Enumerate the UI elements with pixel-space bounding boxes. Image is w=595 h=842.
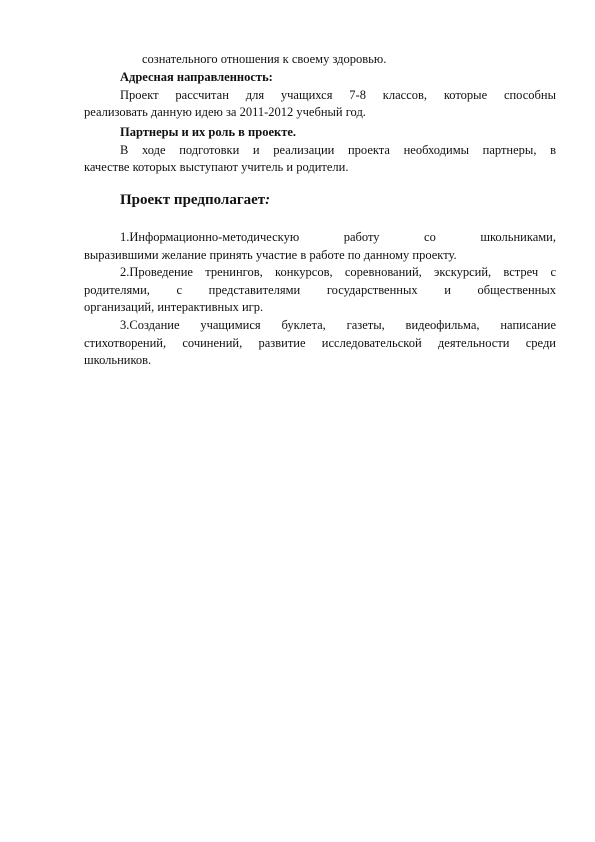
project-heading-text: Проект предполагает [120, 192, 266, 208]
intro-line: сознательного отношения к своему здоровью. [142, 52, 387, 66]
project-item-1-line-2: выразившими желание принять участие в работе по данному проекту. [84, 247, 457, 262]
project-item-2-line-3: организаций, интерактивных игр. [84, 300, 264, 314]
project-item-3-line-3: школьников. [84, 353, 152, 367]
project-heading [120, 192, 270, 209]
address-text-line-1: Проект рассчитан для учащихся 7-8 классов, которые способны [120, 87, 556, 102]
project-item-1 [84, 229, 556, 264]
project-item-1-line-1: 1.Информационно-методическую работу со школьниками, [120, 230, 556, 244]
partners-heading: Партнеры и их роль в проекте. [120, 125, 297, 139]
partners-text-line-2: качестве которых выступают учитель и родители. [84, 160, 349, 174]
project-heading-colon: : [265, 192, 271, 208]
project-item-3 [84, 317, 556, 370]
project-item-2-line-2: родителями, с представителями государственных и общественных [84, 282, 556, 297]
address-section [84, 69, 556, 122]
project-item-3-line-1: 3.Создание учащимися буклета, газеты, видеофильма, написание [120, 318, 556, 332]
project-item-2 [84, 264, 556, 317]
address-text-line-2: реализовать данную идею за 2011-2012 учебный год. [84, 105, 366, 119]
partners-text-line-1: В ходе подготовки и реализации проекта необходимы партнеры, в [120, 142, 556, 157]
project-item-2-line-1: 2.Проведение тренингов, конкурсов, соревнований, экскурсий, встреч с [120, 265, 556, 279]
address-heading: Адресная направленность: [120, 70, 273, 84]
project-item-3-line-2: стихотворений, сочинений, развитие исследовательской деятельности среди [84, 335, 556, 350]
partners-section [84, 124, 556, 177]
